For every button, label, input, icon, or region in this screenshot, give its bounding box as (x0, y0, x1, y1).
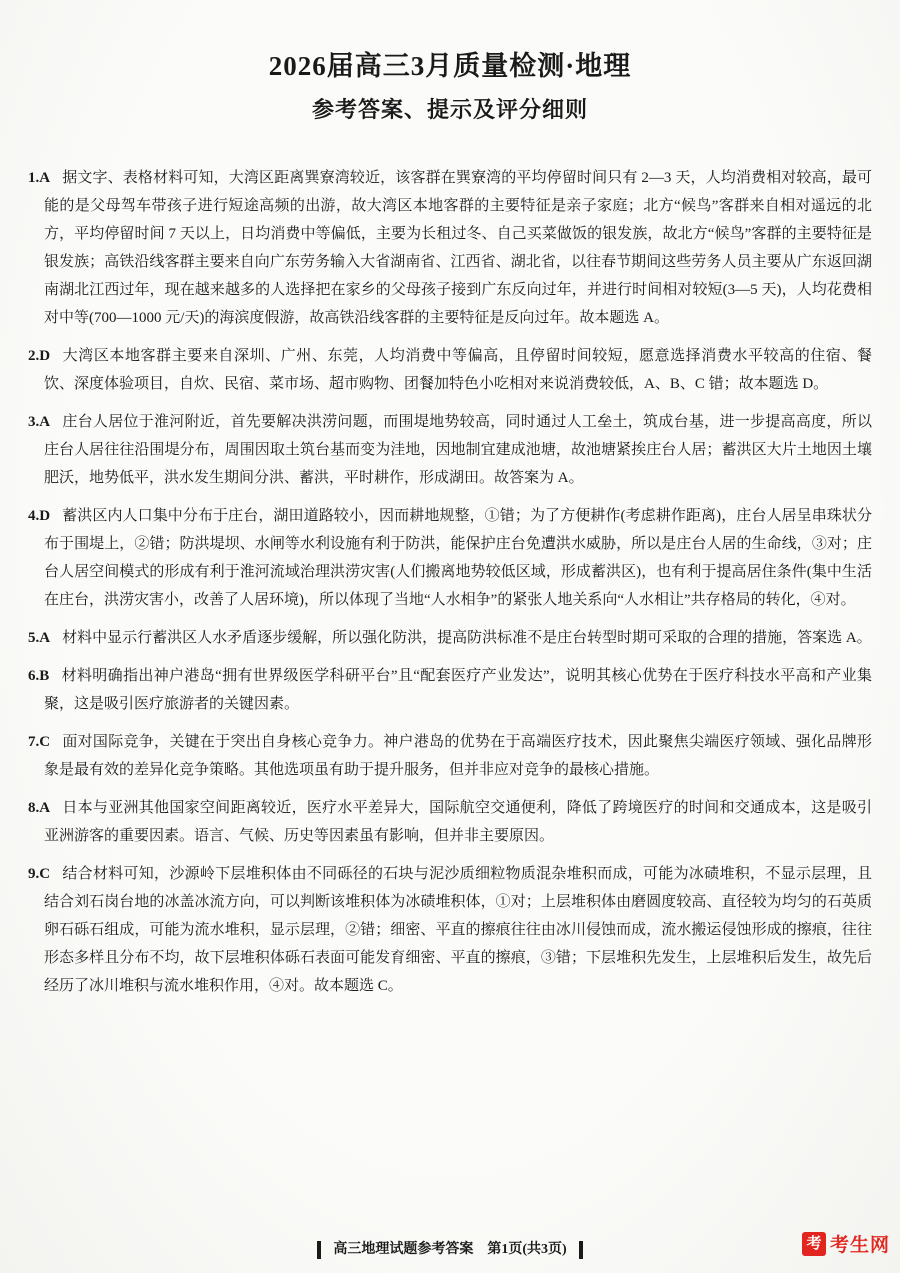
answer-text: 据文字、表格材料可知，大湾区距离巽寮湾较近，该客群在巽寮湾的平均停留时间只有 2—3 天，人均消费相对较高，最可能的是父母驾车带孩子进行短途高频的出游，故大湾区本地客群的主要特征是亲子家庭；北方“候鸟”客群来自相对遥远的北方，平均停留时间 7 天以上，日均消费中等偏低，主要为长租过冬、自己买菜做饭的银发族，故北方“候鸟”客群的主要特征是银发族；高铁沿线客群主要来自向广东劳务输入大省湖南省、江西省、湖北省，以往春节期间这些劳务人员主要从广东返回湖南湖北江西过年，现在越来越多的人选择把在家乡的父母孩子接到广东反向过年，并进行时间相对较短(3—5 天)，人均花费相对中等(700—1000 元/天)的海滨度假游，故高铁沿线客群的主要特征是反向过年。故本题选 A。 (44, 170, 872, 326)
watermark-text: 考生网 (829, 1235, 890, 1256)
answer-text: 蓄洪区内人口集中分布于庄台，湖田道路较小，因而耕地规整，①错；为了方便耕作(考虑耕作距离)，庄台人居呈串珠状分布于围堤上，②错；防洪堤坝、水闸等水利设施有利于防洪，能保护庄台免遭洪水威胁，所以是庄台人居的生命线，③对；庄台人居空间模式的形成有利于淮河流域治理洪涝灾害(人们搬离地势较低区域，形成蓄洪区)，也有利于提高居住条件(集中生活在庄台，洪涝灾害小，改善了人居环境)，所以体现了当地“人水相争”的紧张人地关系向“人水相让”共存格局的转化，④对。 (44, 508, 872, 608)
answer-number: 6.B (28, 668, 50, 684)
answer-item (28, 502, 872, 614)
answer-number: 9.C (28, 866, 51, 882)
answer-number: 4.D (28, 508, 51, 524)
answer-item (28, 624, 872, 652)
answer-number: 2.D (28, 348, 51, 364)
answer-item (28, 342, 872, 398)
answer-item (28, 662, 872, 718)
page-subtitle: 参考答案、提示及评分细则 (311, 97, 588, 122)
answer-item (28, 728, 872, 784)
answer-item (28, 794, 872, 850)
answer-text: 材料中显示行蓄洪区人水矛盾逐步缓解，所以强化防洪，提高防洪标准不是庄台转型时期可采取的合理的措施，答案选 A。 (62, 630, 872, 646)
answer-number: 5.A (28, 630, 51, 646)
answer-text: 大湾区本地客群主要来自深圳、广州、东莞，人均消费中等偏高，且停留时间较短，愿意选择消费水平较高的住宿、餐饮、深度体验项目，自炊、民宿、菜市场、超市购物、团餐加特色小吃相对来说消费较低，A、B、C 错；故本题选 D。 (44, 348, 872, 392)
answer-text: 材料明确指出神户港岛“拥有世界级医学科研平台”且“配套医疗产业发达”，说明其核心优势在于医疗科技水平高和产业集聚，这是吸引医疗旅游者的关键因素。 (44, 668, 872, 712)
answers-list (28, 164, 872, 1000)
answer-text: 面对国际竞争，关键在于突出自身核心竞争力。神户港岛的优势在于高端医疗技术，因此聚焦尖端医疗领域、强化品牌形象是最有效的差异化竞争策略。其他选项虽有助于提升服务，但并非应对竞争的最核心措施。 (44, 734, 872, 778)
answer-item (28, 164, 872, 332)
page-title: 2026届高三3月质量检测·地理 (268, 51, 632, 81)
answer-number: 8.A (28, 800, 51, 816)
answer-text: 日本与亚洲其他国家空间距离较近，医疗水平差异大，国际航空交通便利，降低了跨境医疗的时间和交通成本，这是吸引亚洲游客的重要因素。语言、气候、历史等因素虽有影响，但并非主要原因。 (44, 800, 872, 844)
footer-text: 高三地理试题参考答案 第1页(共3页) (317, 1241, 582, 1259)
kaosheng-logo-icon: 考 (802, 1232, 826, 1256)
answer-text: 结合材料可知，沙源岭下层堆积体由不同砾径的石块与泥沙质细粒物质混杂堆积而成，可能为冰碛堆积，不显示层理，且结合刘石岗台地的冰盖冰流方向，可以判断该堆积体为冰碛堆积体，①对；上层堆积体由磨圆度较高、直径较为均匀的石英质卵石砾石组成，可能为流水堆积，显示层理，②错；细密、平直的擦痕往往由冰川侵蚀而成，流水搬运侵蚀形成的擦痕，往往形态多样且分布不均，故下层堆积体砾石表面可能发育细密、平直的擦痕，③错；下层堆积先发生，上层堆积后发生，故先后经历了冰川堆积与流水堆积作用，④对。故本题选 C。 (44, 866, 872, 994)
site-watermark (802, 1230, 890, 1257)
answer-item (28, 408, 872, 492)
answer-number: 1.A (28, 170, 51, 186)
answer-item (28, 860, 872, 1000)
answer-text: 庄台人居位于淮河附近，首先要解决洪涝问题，而围堤地势较高，同时通过人工垒土，筑成台基，进一步提高高度，所以庄台人居往往沿围堤分布，周围因取土筑台基而变为洼地，因地制宜建成池塘，故池塘紧挨庄台人居；蓄洪区大片土地因土壤肥沃，地势低平，洪水发生期间分洪、蓄洪，平时耕作，形成湖田。故答案为 A。 (44, 414, 872, 486)
answer-number: 3.A (28, 414, 51, 430)
page-footer (0, 1240, 900, 1259)
answer-number: 7.C (28, 734, 51, 750)
